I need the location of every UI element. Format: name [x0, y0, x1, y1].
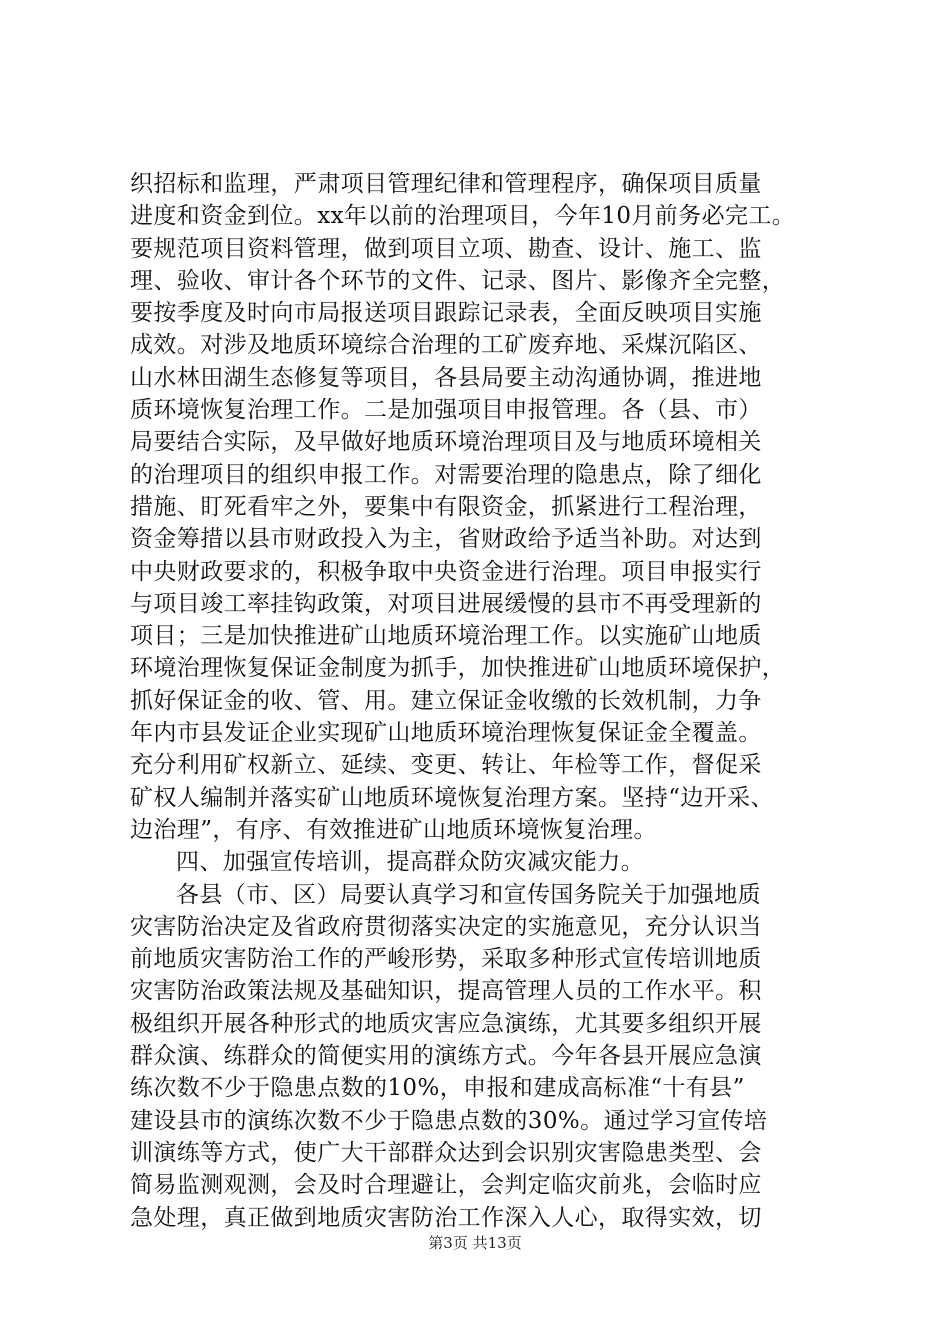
text-line: 措施、盯死看牢之外，要集中有限资金，抓紧进行工程治理，	[130, 493, 762, 520]
text-line: 前地质灾害防治工作的严峻形势，采取多种形式宣传培训地质	[130, 946, 762, 973]
text-line: 理、验收、审计各个环节的文件、记录、图片、影像齐全完整，	[130, 267, 786, 294]
text-line: 简易监测观测，会及时合理避让，会判定临灾前兆，会临时应	[130, 1172, 762, 1199]
text-line: 矿权人编制并落实矿山地质环境恢复治理方案。坚持“边开采、	[130, 784, 774, 811]
text-line: 中央财政要求的，积极争取中央资金进行治理。项目申报实行	[130, 558, 762, 585]
text-line: 灾害防治政策法规及基础知识，提高管理人员的工作水平。积	[130, 978, 762, 1005]
text-line: 建设县市的演练次数不少于隐患点数的30%。通过学习宣传培	[130, 1107, 768, 1134]
text-line: 充分利用矿权新立、延续、变更、转让、年检等工作，督促采	[130, 752, 762, 779]
text-line: 抓好保证金的收、管、用。建立保证金收缴的长效机制，力争	[130, 687, 762, 714]
text-line: 的治理项目的组织申报工作。对需要治理的隐患点，除了细化	[130, 461, 762, 488]
text-line: 进度和资金到位。xx年以前的治理项目，今年10月前务必完工。	[130, 203, 796, 230]
text-line: 要按季度及时向市局报送项目跟踪记录表，全面反映项目实施	[130, 300, 762, 327]
text-line: 年内市县发证企业实现矿山地质环境治理恢复保证金全覆盖。	[130, 720, 762, 747]
section-heading: 四、加强宣传培训，提高群众防灾减灾能力。	[176, 849, 644, 876]
text-line: 要规范项目资料管理，做到项目立项、勘查、设计、施工、监	[130, 235, 762, 262]
text-line: 资金筹措以县市财政投入为主，省财政给予适当补助。对达到	[130, 526, 762, 553]
text-line: 山水林田湖生态修复等项目，各县局要主动沟通协调，推进地	[130, 364, 762, 391]
text-line: 训演练等方式，使广大干部群众达到会识别灾害隐患类型、会	[130, 1139, 762, 1166]
text-line: 项目；三是加快推进矿山地质环境治理工作。以实施矿山地质	[130, 623, 762, 650]
page-number-footer: 第3页 共13页	[428, 1234, 522, 1252]
text-line: 局要结合实际，及早做好地质环境治理项目及与地质环境相关	[130, 429, 762, 456]
text-line: 织招标和监理，严肃项目管理纪律和管理程序，确保项目质量	[130, 171, 762, 197]
text-line: 练次数不少于隐患点数的10%，申报和建成高标准“十有县”	[130, 1075, 745, 1102]
text-line: 急处理，真正做到地质灾害防治工作深入人心，取得实效，切	[130, 1204, 762, 1231]
document-body	[130, 168, 830, 1234]
text-line: 质环境恢复治理工作。二是加强项目申报管理。各（县、市）	[130, 397, 762, 424]
text-line: 环境治理恢复保证金制度为抓手，加快推进矿山地质环境保护，	[130, 655, 786, 682]
text-line: 灾害防治决定及省政府贯彻落实决定的实施意见，充分认识当	[130, 913, 762, 940]
text-line: 极组织开展各种形式的地质灾害应急演练，尤其要多组织开展	[130, 1010, 762, 1037]
text-line: 边治理”，有序、有效推进矿山地质环境恢复治理。	[130, 816, 657, 843]
text-line: 与项目竣工率挂钩政策，对项目进展缓慢的县市不再受理新的	[130, 590, 762, 617]
text-line: 群众演、练群众的简便实用的演练方式。今年各县开展应急演	[130, 1043, 762, 1070]
paragraph-start-line: 各县（市、区）局要认真学习和宣传国务院关于加强地质	[176, 881, 761, 908]
text-line: 成效。对涉及地质环境综合治理的工矿废弃地、采煤沉陷区、	[130, 332, 762, 359]
